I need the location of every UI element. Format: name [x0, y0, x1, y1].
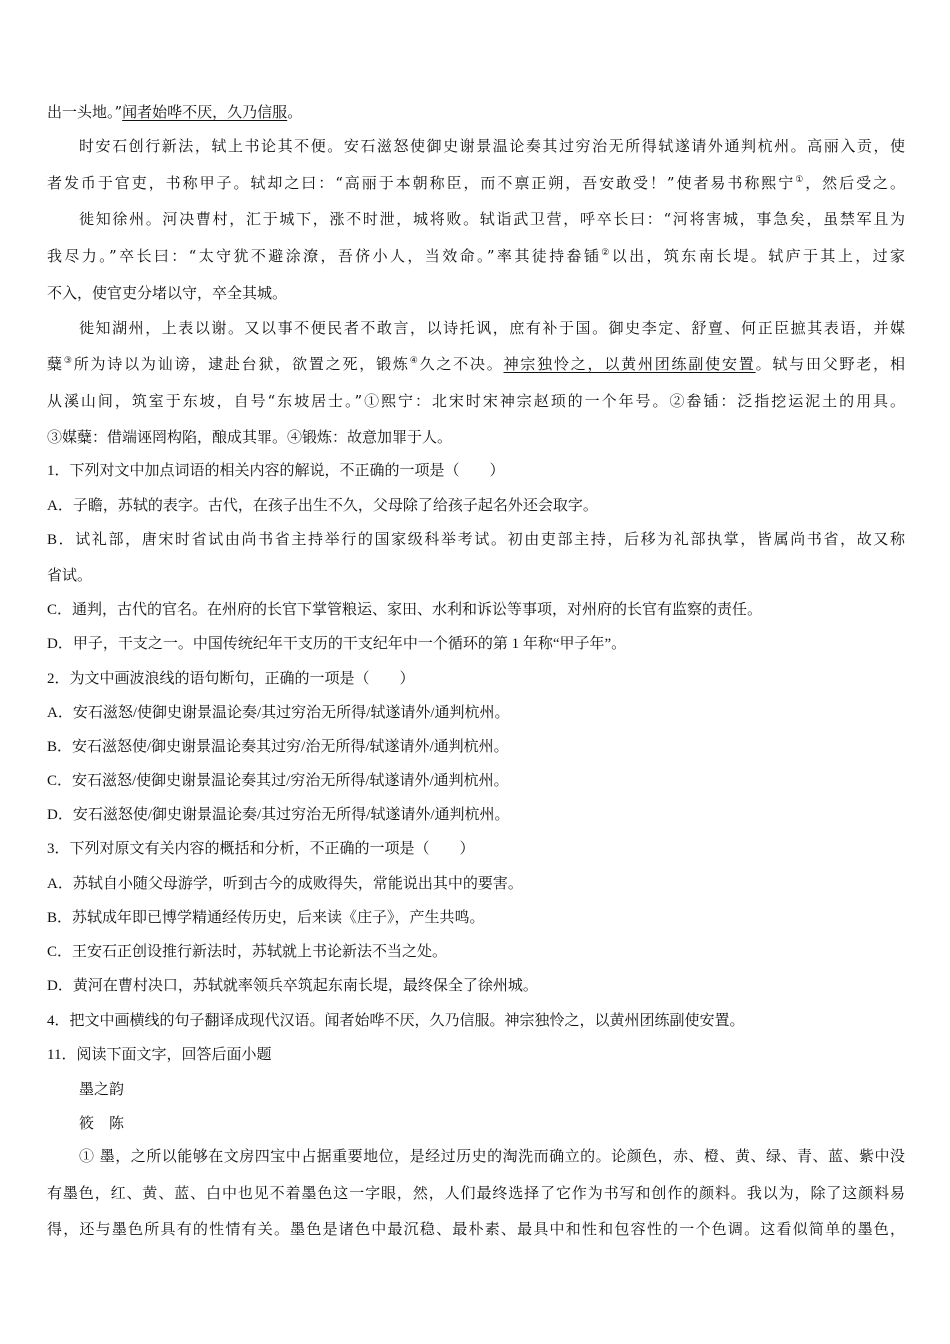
- essay-line: 得，还与墨色所具有的性情有关。墨色是诸色中最沉稳、最朴素、最具中和性和包容性的一个色调。这看似简单的墨色，: [47, 1220, 905, 1238]
- passage-line: 者发币于官吏，书称甲子。轼却之曰：“高丽于本朝称臣，而不禀正朔，吾安敢受！”使者易书称熙宁①，然后受之。: [47, 174, 905, 192]
- essay-title: 墨之韵: [79, 1080, 125, 1098]
- passage-line: 不入，使官吏分堵以守，卒全其城。: [47, 284, 288, 302]
- underlined-sentence: 神宗独怜之，以黄州团练副使安置: [503, 355, 756, 373]
- essay-line: 有墨色，红、黄、蓝、白中也见不着墨色这一字眼，然，人们最终选择了它作为书写和创作的颜料。我以为，除了这颜料易: [47, 1184, 905, 1202]
- essay-author: 筱 陈: [79, 1114, 125, 1132]
- question-1-option-b: B．试礼部，唐宋时省试由尚书省主持举行的国家级科举考试。初由吏部主持，后移为礼部执掌，皆属尚书省，故又称: [47, 532, 905, 548]
- question-2-option-c: C．安石滋怒/使御史谢景温论奏其过/穷治无所得/轼遂请外/通判杭州。: [47, 773, 509, 789]
- passage-line: 糵③所为诗以为讪谤，逮赴台狱，欲置之死，锻炼④久之不决。神宗独怜之，以黄州团练副使安置。轼与田父野老，相: [47, 355, 905, 373]
- question-3-option-d: D．黄河在曹村决口，苏轼就率领兵卒筑起东南长堤，最终保全了徐州城。: [47, 978, 538, 994]
- question-3-option-c: C．王安石正创设推行新法时，苏轼就上书论新法不当之处。: [47, 944, 448, 960]
- question-1-option-c: C．通判，古代的官名。在州府的长官下掌管粮运、家田、水利和诉讼等事项，对州府的长官有监察的责任。: [47, 602, 763, 618]
- question-4: 4．把文中画横线的句子翻译成现代汉语。闻者始哗不厌，久乃信服。神宗独怜之，以黄州团练副使安置。: [47, 1013, 745, 1029]
- section-11-header: 11．阅读下面文字，回答后面小题: [47, 1047, 272, 1063]
- passage-line: 时安石创行新法，轼上书论其不便。安石滋怒使御史谢景温论奏其过穷治无所得轼遂请外通判杭州。高丽入贡，使: [79, 137, 905, 155]
- passage-line: 出一头地。”闻者始哗不厌，久乃信服。: [47, 103, 303, 121]
- passage-line: 徙知湖州，上表以谢。又以事不便民者不敢言，以诗托讽，庶有补于国。御史李定、舒亶、何正臣摭其表语，并媒: [79, 319, 905, 337]
- question-2-option-b: B．安石滋怒使/御史谢景温论奏其过穷/治无所得/轼遂请外/通判杭州。: [47, 739, 509, 755]
- passage-line: 我尽力。”卒长曰：“太守犹不避涂潦，吾侪小人，当效命。”率其徒持畚锸②以出，筑东南长堤。轼庐于其上，过家: [47, 247, 905, 265]
- footnote-marker: ②: [601, 248, 612, 258]
- footnote-marker: ①: [795, 175, 806, 185]
- question-2-option-a: A．安石滋怒/使御史谢景温论奏/其过穷治无所得/轼遂请外/通判杭州。: [47, 705, 510, 721]
- underlined-sentence: 闻者始哗不厌，久乃信服: [122, 103, 288, 121]
- question-1: 1．下列对文中加点词语的相关内容的解说，不正确的一项是（ ）: [47, 463, 505, 479]
- question-2: 2．为文中画波浪线的语句断句，正确的一项是（ ）: [47, 671, 415, 687]
- question-1-option-a: A．子瞻，苏轼的表字。古代，在孩子出生不久，父母除了给孩子起名外还会取字。: [47, 498, 598, 514]
- passage-line: 从溪山间，筑室于东坡，自号“东坡居士。”①熙宁：北宋时宋神宗赵顼的一个年号。②畚锸：泛指挖运泥土的用具。: [47, 392, 905, 410]
- question-2-option-d: D．安石滋怒使/御史谢景温论奏/其过穷治无所得/轼遂请外/通判杭州。: [47, 807, 510, 823]
- question-3-option-a: A．苏轼自小随父母游学，听到古今的成败得失，常能说出其中的要害。: [47, 876, 523, 892]
- passage-line: ③媒糵：借端诬罔构陷，酿成其罪。④锻炼：故意加罪于人。: [47, 428, 453, 446]
- footnote-marker: ④: [409, 356, 420, 366]
- question-1-option-b-cont: 省试。: [47, 568, 93, 584]
- essay-line: ① 墨，之所以能够在文房四宝中占据重要地位，是经过历史的淘洗而确立的。论颜色，赤、橙、黄、绿、青、蓝、紫中没: [79, 1147, 905, 1165]
- question-3-option-b: B．苏轼成年即已博学精通经传历史，后来读《庄子》，产生共鸣。: [47, 910, 485, 926]
- question-1-option-d: D．甲子，干支之一。中国传统纪年干支历的干支纪年中一个循环的第 1 年称“甲子年”。: [47, 636, 627, 652]
- footnote-marker: ③: [63, 356, 74, 366]
- question-3: 3．下列对原文有关内容的概括和分析，不正确的一项是（ ）: [47, 841, 475, 857]
- passage-line: 徙知徐州。河决曹村，汇于城下，涨不时泄，城将败。轼诣武卫营，呼卒长曰：“河将害城，事急矣，虽禁军且为: [79, 210, 905, 228]
